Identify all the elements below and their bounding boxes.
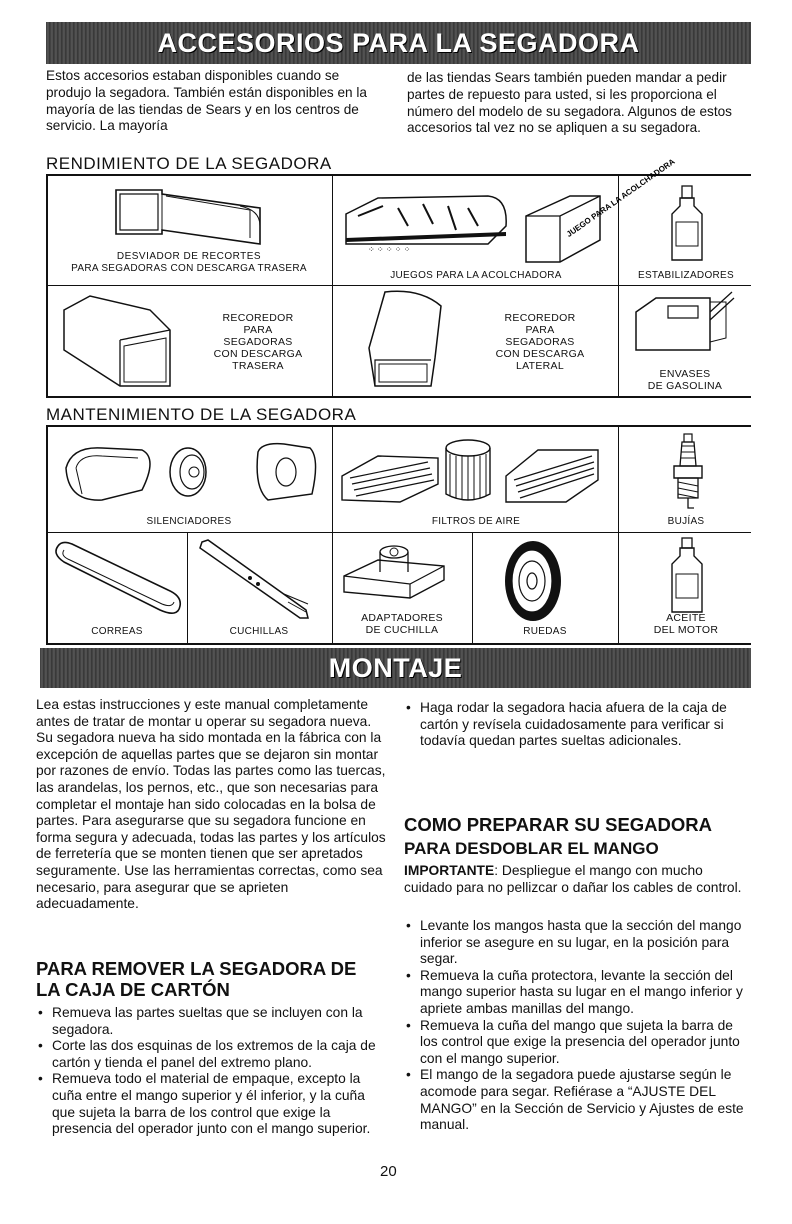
spark-plugs-label: BUJÍAS [667,516,705,527]
svg-text:⁘ ⁘ ⁘ ⁘ ⁘: ⁘ ⁘ ⁘ ⁘ ⁘ [368,245,411,254]
engine-oil-label-l1: ACEITE [666,612,706,624]
gas-can-icon [628,288,738,360]
handle-step-1: • Levante los mangos hasta que la sección del mango inferior se asegure en su lugar, en la posición para segar. [404,918,746,968]
stabilizer-label: ESTABILIZADORES [637,270,734,281]
air-filters-label: FILTROS DE AIRE [431,516,521,527]
blade-icon [196,538,316,622]
rear-bagger-label-l4: CON DESCARGA [213,348,303,360]
mulch-kit-label: JUEGOS PARA LA ACOLCHADORA [390,270,562,281]
important-label: IMPORTANTE [404,863,495,878]
assembly-banner-title: MONTAJE [328,652,463,683]
rear-bagger-label-l5: TRASERA [232,360,284,372]
accessories-banner [46,22,751,64]
mufflers-label: SILENCIADORES [146,516,232,527]
engine-oil-label-l2: DEL MOTOR [653,624,719,636]
rear-bagger-label-l2: PARA [243,324,273,336]
air-filter-icon [338,436,608,510]
important-text: : Despliegue el mango con mucho cuidado para no pellizcar o dañar los cables de control. [404,863,742,895]
important-note [404,863,746,896]
handle-step-4: • El mango de la segadora puede ajustarse según le acomode para segar. Refiérase a “AJUSTE DEL MANGO” en la Sección de Servicio y Ajustes de este manual. [404,1067,746,1133]
gas-can-label-l1: ENVASES [659,368,711,380]
remove-step-4: • Haga rodar la segadora hacia afuera de la caja de cartón y revísela cuidadosamente para verificar si todavía quedan partes sueltas adicionales. [404,700,746,750]
deflector-icon [110,186,270,252]
remove-steps-continued [404,700,746,750]
spark-plug-icon [668,432,708,514]
prepare-mower-title: COMO PREPARAR SU SEGADORA [404,814,713,835]
deflector-label [48,251,330,274]
remove-carton-title: PARA REMOVER LA SEGADORA DE LA CAJA DE CARTÓN [36,958,357,1000]
engine-oil-bottle-icon [668,536,708,616]
accessories-banner-title: ACCESORIOS PARA LA SEGADORA [157,27,640,58]
intro-col1: Estos accesorios estaban disponibles cuando se produjo la segadora. También están disponibles en la mayoría de las tiendas de Sears y en los centros de servicio. La mayoría [46,68,367,134]
performance-title: RENDIMIENTO DE LA SEGADORA [46,154,332,173]
unfold-handle-title: PARA DESDOBLAR EL MANGO [404,839,659,858]
mulching-kit-icon [338,156,677,266]
remove-step-3: • Remueva todo el material de empaque, excepto la cuña entre el mango superior y él inferior, y la cuña que sujeta la barra de los control que exige la presencia del operador junto con el mango superior. [36,1071,386,1137]
side-bagger-label-l2: PARA [525,324,555,336]
muffler-icon [62,438,332,510]
maintenance-title: MANTENIMIENTO DE LA SEGADORA [46,405,357,424]
side-bagger-label-l5: LATERAL [515,360,564,372]
assembly-banner [40,648,751,688]
belt-icon [50,540,186,620]
rear-bagger-label-l1: RECOREDOR [222,312,294,324]
gas-can-label-l2: DE GASOLINA [647,380,723,392]
side-bagger-icon [365,288,455,388]
remove-step-2: • Corte las dos esquinas de los extremos de la caja de cartón y tienda el panel del extremo plano. [36,1038,386,1071]
mulch-box-text: JUEGO PARA LA ACOLCHADORA [564,156,677,239]
rear-bagger-label [188,312,328,372]
handle-steps-list [404,918,746,1134]
side-bagger-label-l4: CON DESCARGA [495,348,585,360]
blade-adapters-label [334,612,470,636]
wheel-icon [502,538,564,624]
side-bagger-label [470,312,610,372]
page-number: 20 [380,1163,397,1180]
rear-bagger-icon [60,290,180,390]
stabilizer-bottle-icon [668,184,708,264]
gas-can-label [620,368,750,392]
blade-adapter-icon [340,540,450,604]
blade-adapters-label-l2: DE CUCHILLA [365,624,439,636]
wheels-label: RUEDAS [523,626,567,637]
side-bagger-label-l1: RECOREDOR [504,312,576,324]
remove-step-1: • Remueva las partes sueltas que se incluyen con la segadora. [36,1005,386,1038]
blades-label: CUCHILLAS [229,626,289,637]
rear-bagger-label-l3: SEGADORAS [223,336,293,348]
handle-step-2: • Remueva la cuña protectora, levante la sección del mango superior hasta su lugar en el mango inferior y apriete ambas manillas del mango. [404,968,746,1018]
deflector-label-line2: PARA SEGADORAS CON DESCARGA TRASERA [71,262,307,274]
blade-adapters-label-l1: ADAPTADORES [361,612,443,624]
remove-steps-list [36,1005,386,1138]
handle-step-3: • Remueva la cuña del mango que sujeta la barra de los control que exige la presencia del operador junto con el mango superior. [404,1018,746,1068]
side-bagger-label-l3: SEGADORAS [505,336,575,348]
deflector-label-line1: DESVIADOR DE RECORTES [116,251,262,262]
assembly-intro: Lea estas instrucciones y este manual completamente antes de tratar de montar u operar su segadora nueva. Su segadora nueva ha sido montada en la fábrica con la excepción de aquellas partes que se dejaron sin montar por razones de envío. Todas las partes como las tuercas, las arandelas, los pernos, etc., que son necesarias para completar el montaje han sido colocadas en la bolsa de partes. Para asegurarse que su segadora funcione en forma segura y adecuada, todas las partes y los artículos de ferretería que se monten tienen que ser apretados seguramente. Use las herramientas correctas, como sea necesario, para asegurar que se aprieten adecuadamente. [36,697,386,912]
intro-col2: de las tiendas Sears también pueden mandar a pedir partes de repuesto para usted, si les proporciona el número del modelo de su segadora. Algunos de estos accesorios tal vez no se apliquen a su segadora. [407,70,732,136]
engine-oil-label [620,612,752,636]
belts-label: CORREAS [91,626,143,637]
